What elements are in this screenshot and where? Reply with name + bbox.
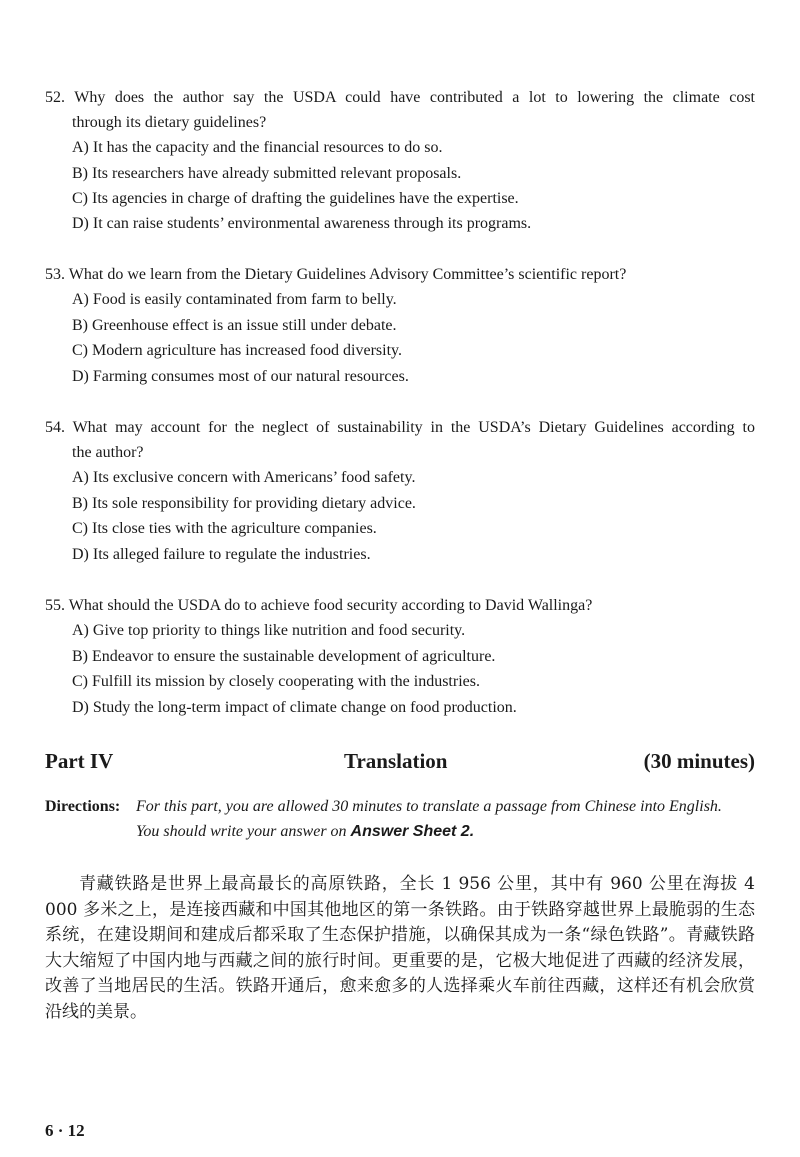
translation-passage	[45, 872, 755, 1025]
part-number: Part IV	[45, 749, 114, 773]
question-stem: 52. Why does the author say the USDA could have contributed a lot to lowering the climate cost	[45, 89, 755, 106]
question-stem: 53. What do we learn from the Dietary Guidelines Advisory Committee’s scientific report?	[45, 266, 627, 283]
option-d: D) Its alleged failure to regulate the industries.	[72, 546, 371, 563]
option-c: C) Its agencies in charge of drafting the guidelines have the expertise.	[72, 190, 519, 207]
option-b: B) Its researchers have already submitted relevant proposals.	[72, 165, 462, 182]
question-stem: 55. What should the USDA do to achieve food security according to David Wallinga?	[45, 597, 593, 614]
option-a: A) Food is easily contaminated from farm to belly.	[72, 291, 397, 308]
directions-line-2-text: You should write your answer on	[136, 823, 347, 840]
option-c: C) Modern agriculture has increased food diversity.	[72, 342, 402, 359]
directions-label	[45, 797, 120, 817]
option-c: C) Its close ties with the agriculture companies.	[72, 520, 377, 537]
option-b: B) Its sole responsibility for providing dietary advice.	[72, 495, 416, 512]
question-stem-continued: the author?	[72, 444, 144, 461]
directions-label-text: Directions	[45, 798, 115, 815]
directions-colon: :	[114, 798, 121, 815]
option-d: D) It can raise students’ environmental awareness through its programs.	[72, 215, 532, 232]
answer-sheet-reference: Answer Sheet 2.	[350, 823, 475, 840]
question-stem-continued: through its dietary guidelines?	[72, 114, 267, 131]
option-a: A) Its exclusive concern with Americans’ food safety.	[72, 469, 416, 486]
directions-line-1: For this part, you are allowed 30 minutes to translate a passage from Chinese into English.	[136, 798, 722, 815]
option-a: A) It has the capacity and the financial resources to do so.	[72, 139, 443, 156]
option-b: B) Greenhouse effect is an issue still under debate.	[72, 317, 397, 334]
option-d: D) Farming consumes most of our natural resources.	[72, 368, 409, 385]
option-d: D) Study the long-term impact of climate change on food production.	[72, 699, 517, 716]
part-time: (30 minutes)	[643, 749, 755, 773]
page-number: 6 · 12	[45, 1121, 85, 1140]
option-c: C) Fulfill its mission by closely cooperating with the industries.	[72, 673, 480, 690]
option-a: A) Give top priority to things like nutrition and food security.	[72, 622, 466, 639]
directions-line-2	[136, 822, 474, 842]
part-title: Translation	[344, 749, 448, 773]
passage-text: 青藏铁路是世界上最高最长的高原铁路，全长 1 956 公里，其中有 960 公里在海拔 4 000 多米之上，是连接西藏和中国其他地区的第一条铁路。由于铁路穿越世界上最脆弱的生态系统，在建设期间和建成后都采取了生态保护措施，以确保其成为一条“绿色铁路”。青藏铁路大大缩短了中国内地与西藏之间的旅行时间。更重要的是，它极大地促进了西藏的经济发展，改善了当地居民的生活。铁路开通后，愈来愈多的人选择乘火车前往西藏，这样还有机会欣赏沿线的美景。	[45, 874, 755, 1022]
question-stem: 54. What may account for the neglect of sustainability in the USDA’s Dietary Guidelines according to	[45, 419, 755, 436]
option-b: B) Endeavor to ensure the sustainable development of agriculture.	[72, 648, 496, 665]
